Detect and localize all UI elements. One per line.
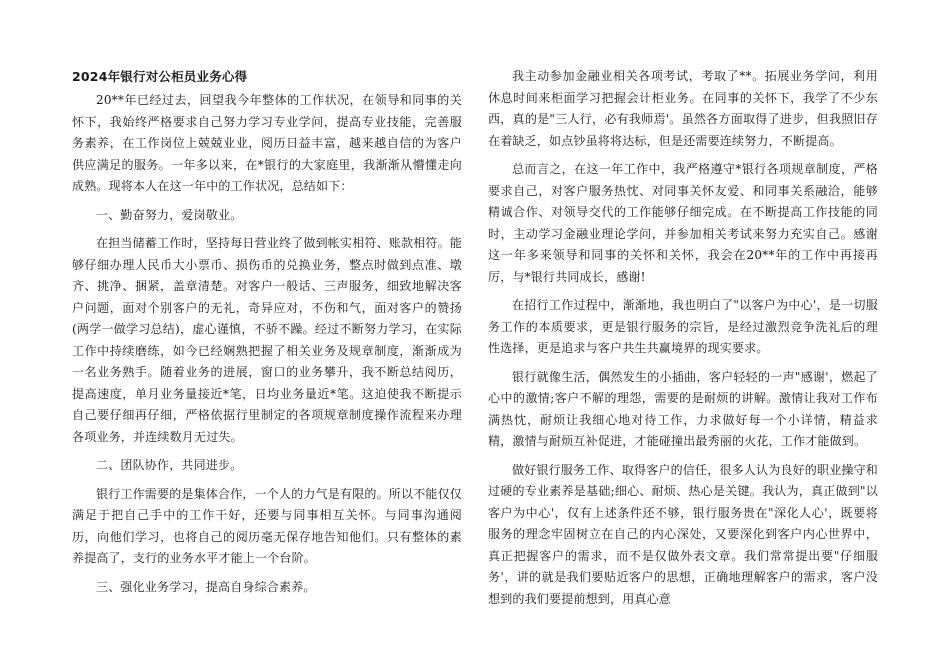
- section-heading: 一、勤奋努力，爱岗敬业。: [96, 207, 243, 222]
- right-column: [488, 66, 878, 617]
- paragraph: 在招行工作过程中，渐渐地，我也明白了"以客户为中心'，是一切服务工作的本质要求，更是银行服务的宗旨，是经过激烈竞争洗礼后的理性选择，更是追求与客户共生共赢境界的现实要求。: [488, 298, 878, 355]
- paragraph: 我主动参加金融业相关各项考试，考取了**。拓展业务学问，利用休息时间来柜面学习把握会计柜业务。在同事的关怀下，我学了不少东西，真的是"三人行，必有我师焉'。虽然各方面取得了进步，但我照旧存在着缺乏，如点钞虽将将达标，但是还需要连续努力，不断提高。: [488, 69, 878, 148]
- paragraph: 银行就像生活，偶然发生的小插曲，客户轻轻的一声"感谢'，燃起了心中的激情;客户不解的理怨，需要的是耐烦的讲解。激情让我对工作布满热忱，耐烦让我细心地对待工作，力求做好每一个小详情，精益求精，激情与耐烦互补促进，才能碰撞出最秀丽的火花，工作才能做到。: [488, 369, 878, 448]
- paragraph: 在担当储蓄工作时，坚持每日营业终了做到帐实相符、账款相符。能够仔细办理人民币大小票币、损伤币的兑换业务，整点时做到点准、墩齐、挑净、捆紧，盖章清楚。对客户一般话、三声服务，细致地解决客户问题，面对个别客户的无礼，奇异应对，不伤和气，面对客户的赞扬(两学一做学习总结)，虚心谨慎，不骄不躁。经过不断努力学习，在实际工作中持续磨练，如今已经娴熟把握了相关业务及规章制度，渐渐成为一名业务熟手。随着业务的进展，窗口的业务攀升，我不断总结阅历，提高速度，单月业务量接近*笔，日均业务量近*笔。这迫使我不断提示自己要仔细再仔细，严格依据行里制定的各项规章制度操作流程来办理各项业务，并连续数月无过失。: [72, 236, 463, 444]
- left-column: [72, 66, 462, 605]
- paragraph: 银行工作需要的是集体合作，一个人的力气是有限的。所以不能仅仅满足于把自己手中的工作干好，还要与同事相互关怀。与同事沟通阅历，向他们学习，也将自己的阅历毫无保存地告知他们。只有整体的素养提高了，支行的业务水平才能上一个台阶。: [72, 486, 463, 565]
- document-title: 2024年银行对公柜员业务心得: [72, 69, 248, 84]
- section-heading: 二、团队协作，共同进步。: [96, 458, 243, 472]
- paragraph: 做好银行服务工作、取得客户的信任，很多人认为良好的职业操守和过硬的专业素养是基础;细心、耐烦、热心是关键。我认为，真正做到"以客户为中心'，仅有上述条件还不够，银行服务贵在"深化人心'，既要将服务的理念牢固树立在自己的内心深处，又要深化到客户内心世界中，真正把握客户的需求，而不是仅做外表文章。我们常常提出要"仔细服务'，讲的就是我们要贴近客户的思想，正确地理解客户的需求，客户没想到的我们要提前想到，用真心意: [488, 462, 879, 606]
- paragraph: 总而言之，在这一年工作中，我严格遵守*银行各项规章制度，严格要求自己，对客户服务热忱、对同事关怀友爱、和同事关系融洽，能够精诚合作、对领导交代的工作能够仔细完成。在不断提高工作技能的同时，主动学习金融业理论学问，并参加相关考试来努力充实自己。感谢这一年多来领导和同事的关怀和关怀，我会在20**年的工作中再接再厉，与*银行共同成长，感谢!: [488, 162, 878, 284]
- paragraph: 20**年已经过去，回望我今年整体的工作状况，在领导和同事的关怀下，我始终严格要求自己努力学习专业学问，提高专业技能，完善服务素养，在工作岗位上兢兢业业，阅历日益丰富，越来越自信的为客户供应满足的服务。一年多以来，在*银行的大家庭里，我渐渐从懵懂走向成熟。现将本人在这一年中的工作状况，总结如下：: [72, 93, 462, 193]
- section-heading: 三、强化业务学习，提高自身综合素养。: [96, 579, 316, 594]
